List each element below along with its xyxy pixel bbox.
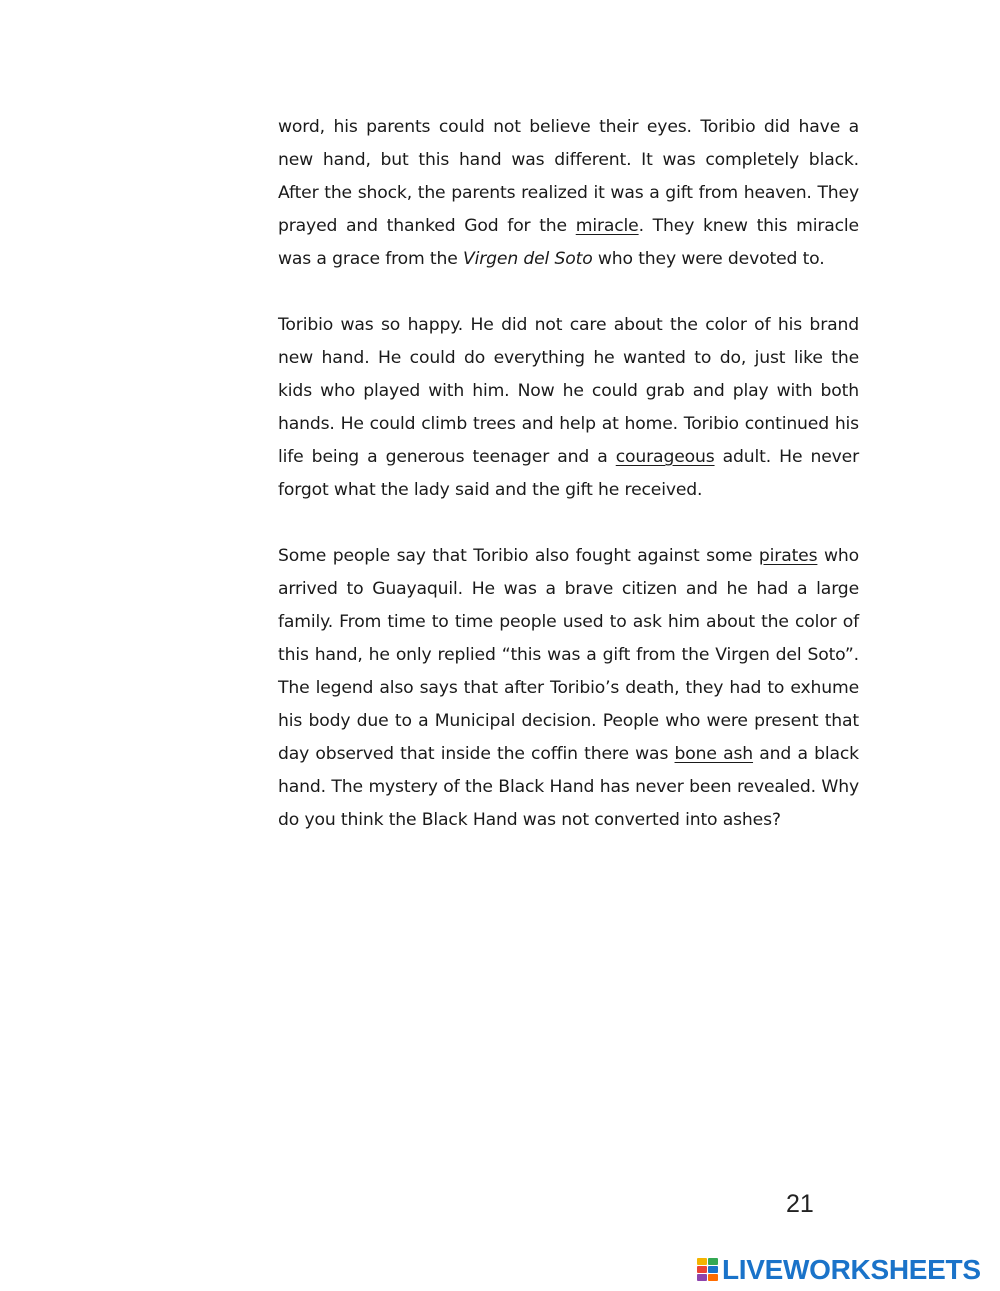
page-number: 21 xyxy=(786,1190,814,1218)
paragraph-2-text xyxy=(278,309,859,507)
paragraph-3 xyxy=(278,540,859,837)
paragraph-1-text xyxy=(278,111,859,276)
paragraph-3-text xyxy=(278,540,859,837)
italic-virgen-del-soto: Virgen del Soto xyxy=(462,249,593,269)
underlined-word-miracle: miracle xyxy=(575,216,639,236)
liveworksheets-logo-text: LIVEWORKSHEETS xyxy=(722,1254,981,1285)
text-run: who they were devoted to. xyxy=(592,249,825,269)
text-run: word, his parents could not believe their eyes. Toribio did have a new hand, but this hand was different. It was completely black. After the shock, the parents realized it was a gift from heaven. They prayed and thanked God for the xyxy=(278,117,859,236)
text-run: and a black hand. The mystery of the Black Hand has never been revealed. Why do you think the Black Hand was not converted into ashes? xyxy=(278,744,859,830)
underlined-word-pirates: pirates xyxy=(758,546,818,566)
underlined-word-bone-ash: bone ash xyxy=(674,744,754,764)
underlined-word-courageous: courageous xyxy=(615,447,715,467)
text-run: Some people say that Toribio also fought against some xyxy=(278,546,759,566)
paragraph-1 xyxy=(278,111,859,276)
text-run: who arrived to Guayaquil. He was a brave citizen and he had a large family. From time to time people used to ask him about the color of this hand, he only replied “this was a gift from the Virgen del Soto”. The legend also says that after Toribio’s death, they had to exhume his body due to a Municipal decision. People who were present that day observed that inside the coffin there was xyxy=(278,546,859,764)
text-run: adult. He never forgot what the lady said and the gift he received. xyxy=(278,447,859,500)
paragraph-2 xyxy=(278,309,859,507)
liveworksheets-logo-icon xyxy=(697,1258,719,1282)
text-run: Toribio was so happy. He did not care about the color of his brand new hand. He could do everything he wanted to do, just like the kids who played with him. Now he could grab and play with both hands. He could climb trees and help at home. Toribio continued his life being a generous teenager and a xyxy=(278,315,859,467)
text-run: . They knew this miracle was a grace from the xyxy=(278,216,859,269)
liveworksheets-logo[interactable] xyxy=(697,1255,981,1285)
